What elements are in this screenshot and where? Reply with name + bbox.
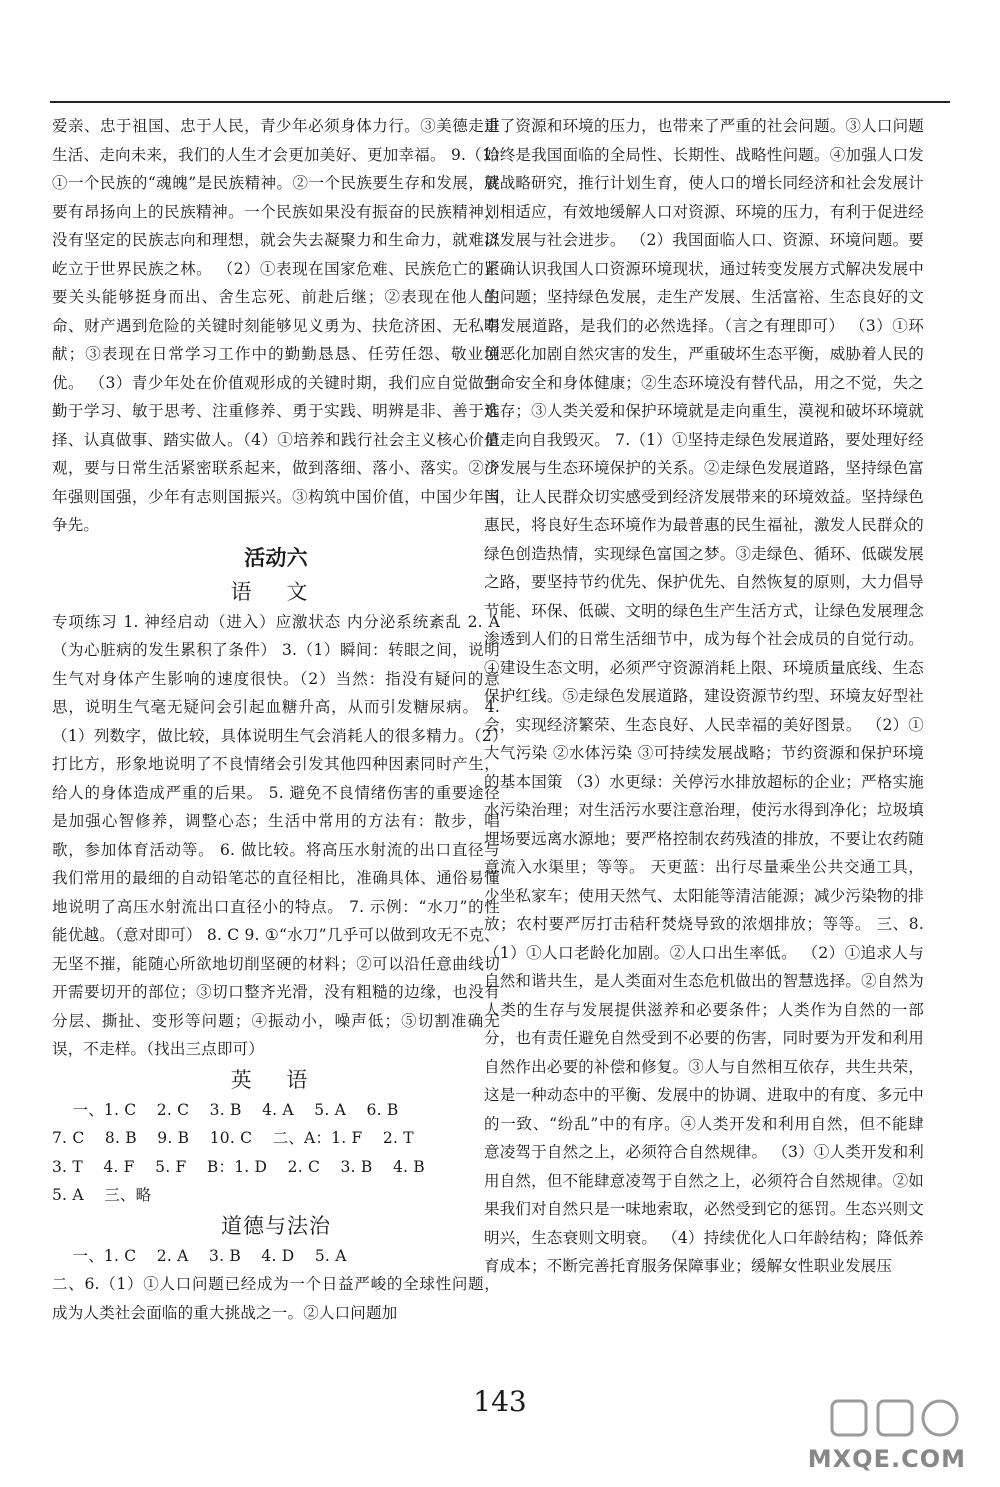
paragraph-virtue-answers: 爱亲、忠于祖国、忠于人民，青少年必须身体力行。③美德走进生活、走向未来，我们的人生才会更加美好、更加幸福。 9.（1）①一个民族的“魂魄”是民族精神。②一个民族要生存和发展，就要有昂扬向上的民族精神。一个民族如果没有振奋的民族精神，没有坚定的民族志向和理想，就会失去凝聚力和生命力，就难以屹立于世界民族之林。 （2）①表现在国家危难、民族危亡的紧要关头能够挺身而出、舍生忘死、前赴后继；②表现在他人生命、财产遇到危险的关键时刻能够见义勇为、扶危济困、无私奉献；③表现在日常学习工作中的勤勤恳恳、任劳任怨、敬业创优。 （3）青少年处在价值观形成的关键时期，我们应自觉做到勤于学习、敏于思考、注重修养、勇于实践、明辨是非、善于选择、认真做事、踏实做人。（4）①培养和践行社会主义核心价值观，要与日常生活紧密联系起来，做到落细、落小、落实。②少年强则国强，少年有志则国振兴。③构筑中国价值，中国少年当争先。 — [52, 117, 500, 534]
moral-answers-line-1: 一、1. C 2. A 3. B 4. D 5. A — [52, 1246, 347, 1265]
english-answers-line-4: 5. A 三、略 — [52, 1186, 152, 1204]
left-column — [52, 112, 500, 1327]
page-number: 143 — [473, 1385, 527, 1418]
section-title: 活动六 — [244, 545, 308, 570]
english-answers-line-2: 7. C 8. B 9. B 10. C 二、A：1. F 2. T — [52, 1129, 414, 1147]
paragraph-chinese-answers: 专项练习 1. 神经启动（进入）应激状态 内分泌系统紊乱 2. A（为心脏病的发生累积了条件） 3.（1）瞬间：转眼之间，说明生气对身体产生影响的速度很快。（2）当然：指没有疑问的意思，说明生气毫无疑问会引起血糖升高，从而引发糖尿病。 4.（1）列数字，做比较，具体说明生气会消耗人的很多精力。（2）打比方，形象地说明了不良情绪会引发其他四种因素同时产生，给人的身体造成严重的后果。 5. 避免不良情绪伤害的重要途径是加强心智修养，调整心态；生活中常用的方法有：散步，唱歌，参加体育活动等。 6. 做比较。将高压水射流的出口直径与我们常用的最细的自动铅笔芯的直径相比，准确具体、通俗易懂地说明了高压水射流出口直径小的特点。 7. 示例：“水刀”的性能优越。（意对即可） 8. C 9. ①“水刀”几乎可以做到攻无不克、无坚不摧，能随心所欲地切削坚硬的材料；②可以沿任意曲线切开需要切开的部位；③切口整齐光滑，没有粗糙的边缘，也没有分层、撕扯、变形等问题；④振动小，噪声低；⑤切割准确无误，不走样。（找出三点即可） — [52, 612, 500, 1058]
paragraph-moral-answers-continued: 重了资源和环境的压力，也带来了严重的社会问题。③人口问题始终是我国面临的全局性、长期性、战略性问题。④加强人口发展战略研究，推行计划生育，使人口的增长同经济和社会发展计划相适应，有效地缓解人口对资源、环境的压力，有利于促进经济发展与社会进步。 （2）我国面临人口、资源、环境问题。要正确认识我国人口资源环境现状，通过转变发展方式解决发展中的问题；坚持绿色发展，走生产发展、生活富裕、生态良好的文明发展道路，是我们的必然选择。（言之有理即可） （3）①环境恶化加剧自然灾害的发生，严重破坏生态平衡，威胁着人民的生命安全和身体健康；②生态环境没有替代品，用之不觉，失之难存；③人类关爱和保护环境就是走向重生，漠视和破坏环境就是走向自我毁灭。 7.（1）①坚持走绿色发展道路，要处理好经济发展与生态环境保护的关系。②走绿色发展道路，坚持绿色富国，让人民群众切实感受到经济发展带来的环境效益。坚持绿色惠民，将良好生态环境作为最普惠的民生福祉，激发人民群众的绿色创造热情，实现绿色富国之梦。③走绿色、循环、低碳发展之路，要坚持节约优先、保护优先、自然恢复的原则，大力倡导节能、环保、低碳、文明的绿色生产生活方式，让绿色发展理念渗透到人们的日常生活细节中，成为每个社会成员的自觉行动。④建设生态文明，必须严守资源消耗上限、环境质量底线、生态保护红线。⑤走绿色发展道路，建设资源节约型、环境友好型社会，实现经济繁荣、生态良好、人民幸福的美好图景。 （2）①大气污染 ②水体污染 ③可持续发展战略；节约资源和保护环境的基本国策 （3）水更绿：关停污水排放超标的企业；严格实施水污染治理；对生活污水要注意治理，使污水得到净化；垃圾填埋场要远离水源地；要严格控制农药残渣的排放，不要让农药随意流入水渠里；等等。 天更蓝：出行尽量乘坐公共交通工具，少坐私家车；使用天然气、太阳能等清洁能源；减少污染物的排放；农村要严厉打击秸秆焚烧导致的浓烟排放；等等。 三、8.（1）①人口老龄化加剧。②人口出生率低。 （2）①追求人与自然和谐共生，是人类面对生态危机做出的智慧选择。②自然为人类的生存与发展提供滋养和必要条件；人类作为自然的一部分，也有责任避免自然受到不必要的伤害，同时要为开发和利用自然作出必要的补偿和修复。③人与自然相互依存，共生共荣，这是一种动态中的平衡、发展中的协调、进取中的有度、多元中的一致、“纷乱”中的有序。④人类开发和利用自然，但不能肆意凌驾于自然之上，必须符合自然规律。 （3）①人类开发和利用自然，但不能肆意凌驾于自然之上，必须符合自然规律。②如果我们对自然只是一味地索取，必然受到它的惩罚。生态兴则文明兴，生态衰则文明衰。 （4）持续优化人口年龄结构；降低养育成本；不断完善托育服务保障事业；缓解女性职业发展压 — [484, 117, 924, 1275]
watermark-text: MXQE.COM — [807, 1445, 966, 1473]
subject-title-chinese: 语 文 — [230, 579, 322, 604]
header-rule — [50, 101, 950, 103]
paragraph-moral-answers: 二、6.（1）①人口问题已经成为一个日益严峻的全球性问题，成为人类社会面临的重大挑战之一。②人口问题加 — [52, 1275, 500, 1322]
subject-title-moral: 道德与法治 — [221, 1213, 331, 1238]
subject-title-english: 英 语 — [230, 1067, 322, 1092]
right-column — [484, 112, 924, 1281]
english-answers-line-1: 一、1. C 2. C 3. B 4. A 5. A 6. B — [52, 1100, 399, 1119]
english-answers-line-3: 3. T 4. F 5. F B：1. D 2. C 3. B 4. B — [52, 1157, 425, 1176]
